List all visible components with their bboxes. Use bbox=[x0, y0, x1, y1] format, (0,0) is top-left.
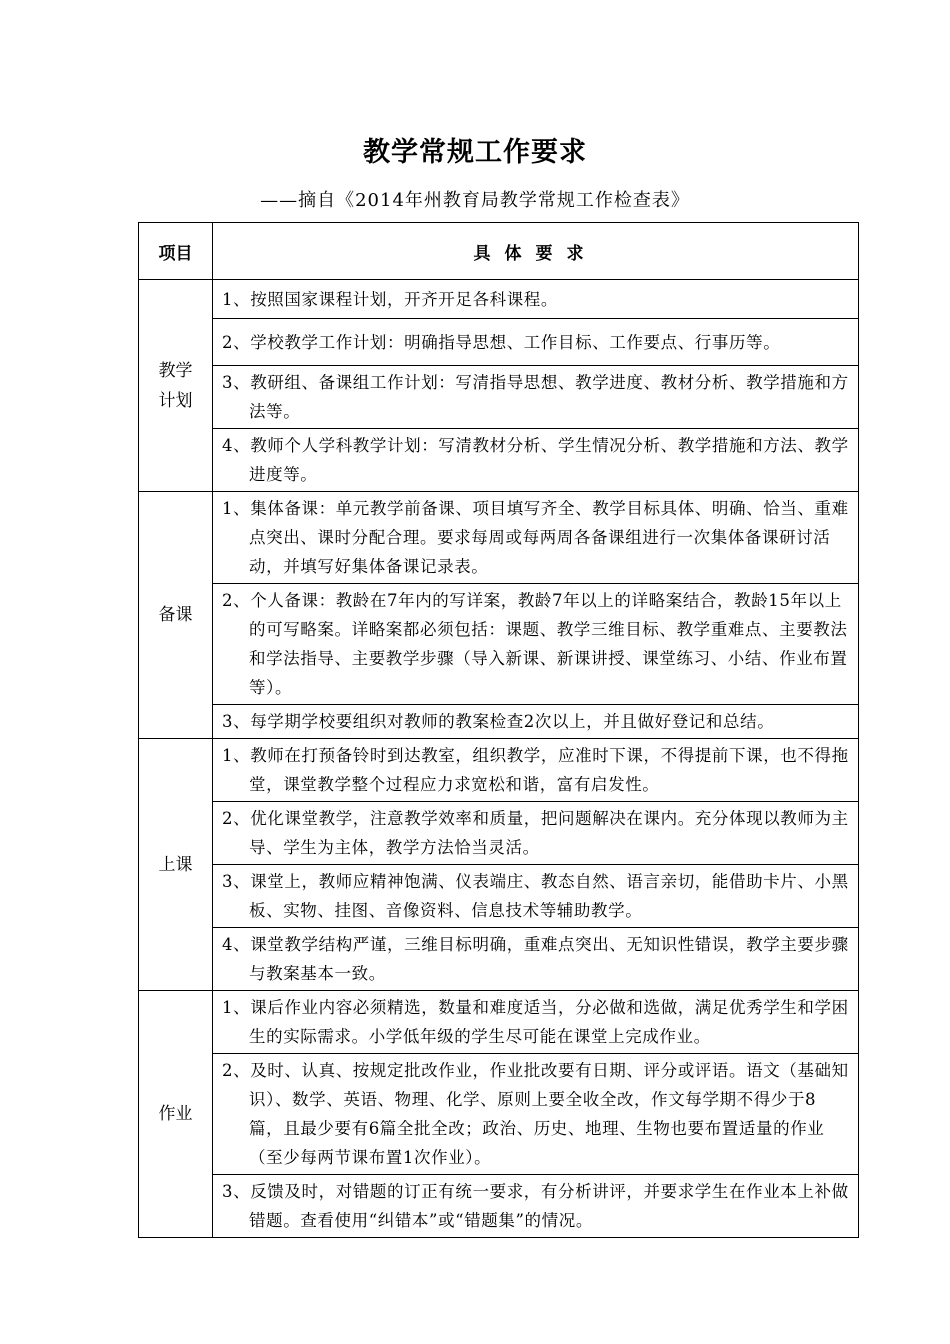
requirement-item: 1、课后作业内容必须精选，数量和难度适当，分必做和选做，满足优秀学生和学困生的实际需求。小学低年级的学生尽可能在课堂上完成作业。 bbox=[213, 991, 859, 1054]
table-row bbox=[139, 1175, 859, 1238]
requirement-item: 3、教研组、备课组工作计划：写清指导思想、教学进度、教材分析、教学措施和方法等。 bbox=[213, 366, 859, 429]
table-row bbox=[139, 1054, 859, 1175]
table-row bbox=[139, 492, 859, 584]
requirements-table bbox=[138, 222, 859, 1238]
requirement-item: 2、优化课堂教学，注意教学效率和质量，把问题解决在课内。充分体现以教师为主导、学生为主体，教学方法恰当灵活。 bbox=[213, 802, 859, 865]
category-homework: 作业 bbox=[139, 991, 213, 1238]
table-row bbox=[139, 802, 859, 865]
requirement-item: 2、个人备课：教龄在7年内的写详案，教龄7年以上的详略案结合，教龄15年以上的可写略案。详略案都必须包括：课题、教学三维目标、教学重难点、主要教法和学法指导、主要教学步骤（导入新课、新课讲授、课堂练习、小结、作业布置等）。 bbox=[213, 584, 859, 705]
document-title: 教学常规工作要求 bbox=[363, 137, 587, 168]
table-row bbox=[139, 991, 859, 1054]
table-row bbox=[139, 584, 859, 705]
table-row bbox=[139, 739, 859, 802]
table-header-row bbox=[139, 223, 859, 280]
requirement-item: 2、及时、认真、按规定批改作业，作业批改要有日期、评分或评语。语文（基础知识）、数学、英语、物理、化学、原则上要全收全改，作文每学期不得少于8篇，且最少要有6篇全批全改；政治、历史、地理、生物也要布置适量的作业（至少每两节课布置1次作业）。 bbox=[213, 1054, 859, 1175]
requirement-item: 3、反馈及时，对错题的订正有统一要求，有分析讲评，并要求学生在作业本上补做错题。查看使用“纠错本”或“错题集”的情况。 bbox=[213, 1175, 859, 1238]
requirement-item: 2、学校教学工作计划：明确指导思想、工作目标、工作要点、行事历等。 bbox=[213, 319, 859, 366]
requirement-item: 3、课堂上，教师应精神饱满、仪表端庄、教态自然、语言亲切，能借助卡片、小黑板、实物、挂图、音像资料、信息技术等辅助教学。 bbox=[213, 865, 859, 928]
table-row bbox=[139, 429, 859, 492]
requirement-item: 1、教师在打预备铃时到达教室，组织教学，应准时下课，不得提前下课，也不得拖堂，课堂教学整个过程应力求宽松和谐，富有启发性。 bbox=[213, 739, 859, 802]
requirement-item: 4、课堂教学结构严谨，三维目标明确，重难点突出、无知识性错误，教学主要步骤与教案基本一致。 bbox=[213, 928, 859, 991]
table-row bbox=[139, 928, 859, 991]
requirement-item: 1、集体备课：单元教学前备课、项目填写齐全、教学目标具体、明确、恰当、重难点突出、课时分配合理。要求每周或每两周各备课组进行一次集体备课研讨活动，并填写好集体备课记录表。 bbox=[213, 492, 859, 584]
requirement-item: 3、每学期学校要组织对教师的教案检查2次以上，并且做好登记和总结。 bbox=[213, 705, 859, 739]
table-row bbox=[139, 366, 859, 429]
document-subtitle: ——摘自《2014年州教育局教学常规工作检查表》 bbox=[260, 190, 690, 211]
requirement-item: 1、按照国家课程计划，开齐开足各科课程。 bbox=[213, 280, 859, 319]
table-row bbox=[139, 280, 859, 319]
table-row bbox=[139, 865, 859, 928]
category-teaching-plan: 教学计划 bbox=[139, 280, 213, 492]
table-row bbox=[139, 319, 859, 366]
category-class: 上课 bbox=[139, 739, 213, 991]
header-requirements: 具体要求 bbox=[213, 223, 859, 280]
header-item: 项目 bbox=[139, 223, 213, 280]
table-row bbox=[139, 705, 859, 739]
category-lesson-prep: 备课 bbox=[139, 492, 213, 739]
requirement-item: 4、教师个人学科教学计划：写清教材分析、学生情况分析、教学措施和方法、教学进度等。 bbox=[213, 429, 859, 492]
